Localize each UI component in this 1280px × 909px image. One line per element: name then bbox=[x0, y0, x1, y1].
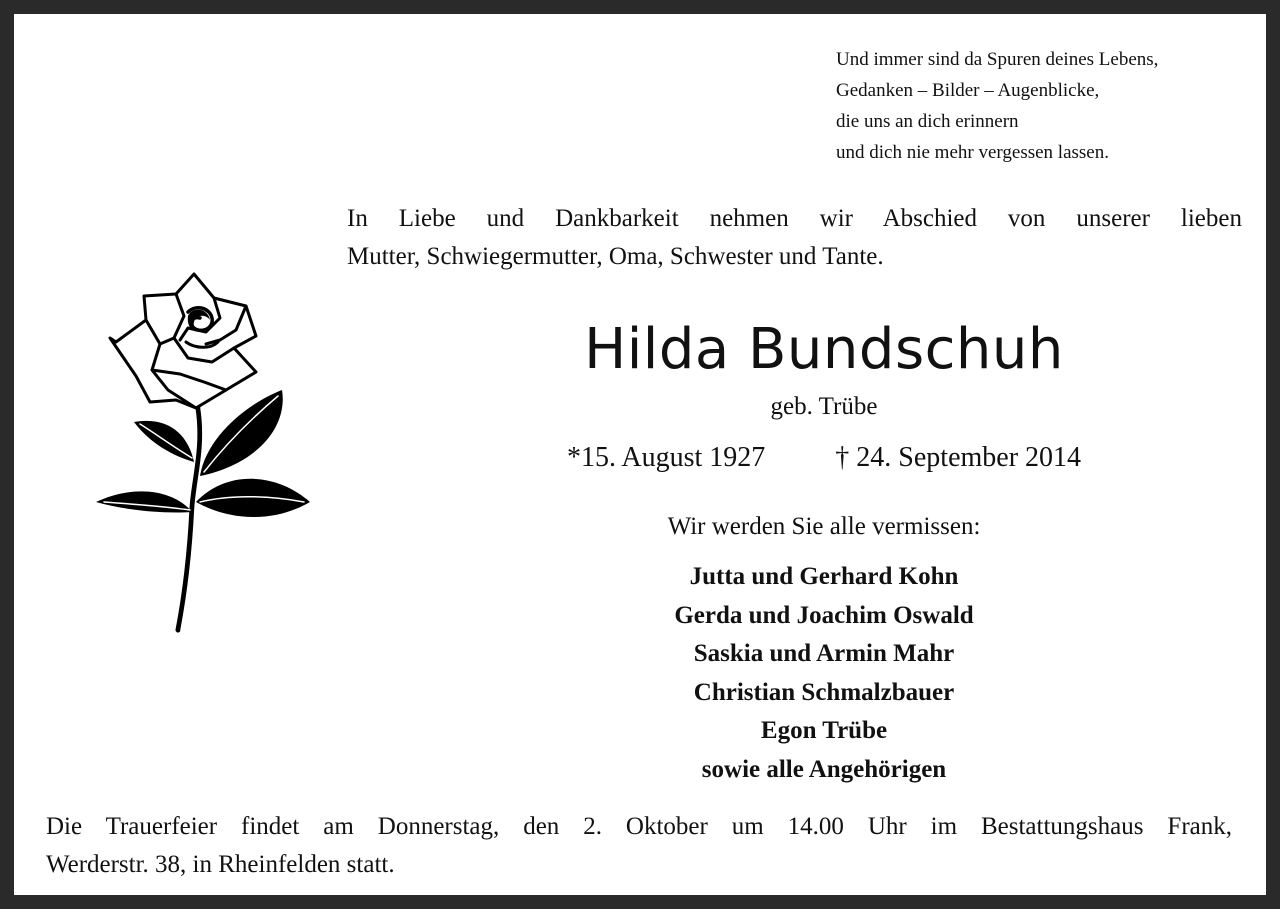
death-date: † 24. September 2014 bbox=[835, 442, 1082, 473]
mourner: Egon Trübe bbox=[760, 717, 888, 744]
poem-line: die uns an dich erinnern bbox=[836, 111, 1019, 132]
funeral-line: Die Trauerfeier findet am Donnerstag, den 2. Oktober um 14.00 Uhr im Bestattungshaus Frank, bbox=[46, 813, 1232, 840]
rose-icon bbox=[76, 258, 316, 638]
miss-text: Wir werden Sie alle vermissen: bbox=[667, 513, 981, 540]
poem-line: und dich nie mehr vergessen lassen. bbox=[836, 142, 1109, 163]
intro-line: In Liebe und Dankbarkeit nehmen wir Abschied von unserer lieben bbox=[347, 205, 1242, 232]
mourner: sowie alle Angehörigen bbox=[701, 755, 947, 783]
life-dates bbox=[454, 440, 1194, 476]
maiden-name: geb. Trübe bbox=[770, 393, 878, 420]
poem bbox=[836, 44, 1158, 168]
mourner: Gerda und Joachim Oswald bbox=[674, 601, 974, 629]
birth-date: *15. August 1927 bbox=[566, 442, 766, 473]
mourner: Jutta und Gerhard Kohn bbox=[689, 563, 959, 590]
mourner: Christian Schmalzbauer bbox=[693, 678, 955, 706]
intro-text bbox=[347, 200, 1242, 276]
intro-line: Mutter, Schwiegermutter, Oma, Schwester und Tante. bbox=[347, 243, 884, 270]
mourners-list bbox=[454, 558, 1194, 789]
poem-line: Und immer sind da Spuren deines Lebens, bbox=[836, 49, 1159, 70]
poem-line: Gedanken – Bilder – Augenblicke, bbox=[836, 80, 1100, 101]
deceased-name: Hilda Bundschuh bbox=[584, 317, 1064, 382]
funeral-info bbox=[46, 808, 1232, 884]
obituary-notice bbox=[14, 14, 1266, 895]
funeral-line: Werderstr. 38, in Rheinfelden statt. bbox=[46, 851, 395, 878]
mourner: Saskia und Armin Mahr bbox=[693, 640, 955, 667]
